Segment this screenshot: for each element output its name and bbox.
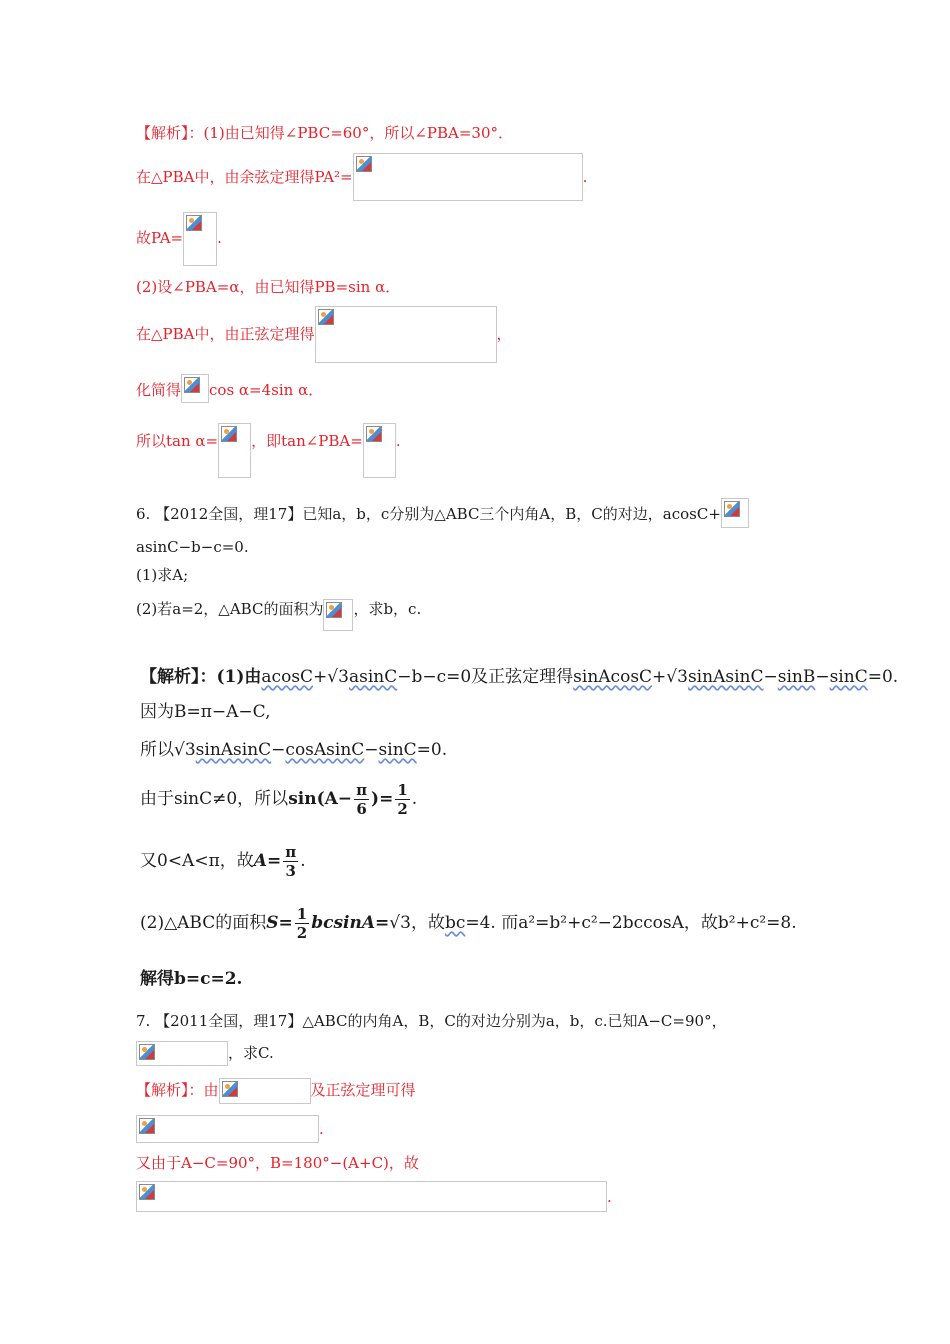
fraction: $\frac{\pi}{3}$ <box>285 843 297 880</box>
formula-image-placeholder <box>721 498 749 528</box>
formula-image-placeholder <box>323 599 353 631</box>
solution-6-line-3: 所以√3sinAsinC−cosAsinC−sinC=0. <box>140 740 448 760</box>
formula-image-placeholder <box>136 1115 319 1143</box>
broken-image-icon <box>724 501 740 517</box>
solution-line-6: 化简得 cos α=4sin α． <box>136 374 323 403</box>
broken-image-icon <box>184 377 200 393</box>
formula-image-placeholder <box>136 1181 607 1212</box>
formula-image-placeholder <box>353 153 583 201</box>
broken-image-icon <box>139 1044 155 1060</box>
solution-line-2: 在△PBA中，由余弦定理得PA²= . <box>136 153 587 201</box>
solution-7-line-3: 又由于A−C=90°，B=180°−(A+C)，故 <box>136 1154 419 1172</box>
solution-line-3: 故PA= . <box>136 212 222 266</box>
solution-7-line-1: 【解析】：由 及正弦定理可得 <box>136 1078 416 1104</box>
problem-7-line-1: 7. 【2011全国，理17】△ABC的内角A，B，C的对边分别为a，b，c.已知A−C=90°， <box>136 1012 727 1030</box>
broken-image-icon <box>356 156 372 172</box>
problem-6-line-2: asinC−b−c=0. <box>136 538 249 556</box>
broken-image-icon <box>139 1184 155 1200</box>
fraction: $\frac{1}{2}$ <box>296 905 308 942</box>
broken-image-icon <box>186 215 202 231</box>
solution-line-5: 在△PBA中，由正弦定理得 ， <box>136 306 512 363</box>
problem-6-part-2: (2)若a=2，△ABC的面积为 ，求b，c. <box>136 599 421 631</box>
broken-image-icon <box>139 1118 155 1134</box>
formula-image-placeholder <box>218 423 251 478</box>
formula-image-placeholder <box>136 1041 228 1066</box>
solution-6-line-4: 由于sinC≠0，所以sin(A− $\frac{\pi}{6}$ )= $\frac{1}{2}$ . <box>140 781 418 818</box>
formula-image-placeholder <box>183 212 217 266</box>
broken-image-icon <box>221 426 237 442</box>
broken-image-icon <box>318 309 334 325</box>
fraction: $\frac{1}{2}$ <box>397 781 408 818</box>
solution-6-line-7: 解得b=c=2. <box>140 969 243 989</box>
broken-image-icon <box>222 1081 238 1097</box>
solution-6-line-1: 【解析】：(1)由acosC+√3asinC−b−c=0及正弦定理得sinAcosC+√3sinAsinC−sinB−sinC=0. <box>140 667 899 687</box>
formula-image-placeholder <box>219 1078 311 1104</box>
problem-7-line-2: ，求C. <box>136 1041 274 1066</box>
solution-6-line-5: 又0<A<π，故A= $\frac{\pi}{3}$ . <box>140 843 306 880</box>
solution-6-line-2: 因为B=π−A−C, <box>140 702 271 722</box>
broken-image-icon <box>326 602 342 618</box>
solution-7-line-2: . <box>136 1115 324 1143</box>
problem-6-line-1: 6. 【2012全国，理17】已知a，b，c分别为△ABC三个内角A，B，C的对边，acosC+ <box>136 498 749 528</box>
solution-line-7: 所以tan α= ，即tan∠PBA= . <box>136 423 401 478</box>
solution-line-1: 【解析】：(1)由已知得∠PBC=60°，所以∠PBA=30°． <box>136 124 514 142</box>
problem-6-part-1: (1)求A; <box>136 566 189 584</box>
formula-image-placeholder <box>315 306 497 363</box>
solution-7-line-4: . <box>136 1181 612 1212</box>
fraction: $\frac{\pi}{6}$ <box>356 781 368 818</box>
solution-line-4: (2)设∠PBA=α，由已知得PB=sin α． <box>136 278 401 296</box>
formula-image-placeholder <box>181 374 209 403</box>
broken-image-icon <box>366 426 382 442</box>
solution-6-line-6: (2)△ABC的面积S= $\frac{1}{2}$ bcsinA=√3，故bc=4. 而a²=b²+c²−2bccosA，故b²+c²=8. <box>140 905 797 942</box>
formula-image-placeholder <box>363 423 396 478</box>
